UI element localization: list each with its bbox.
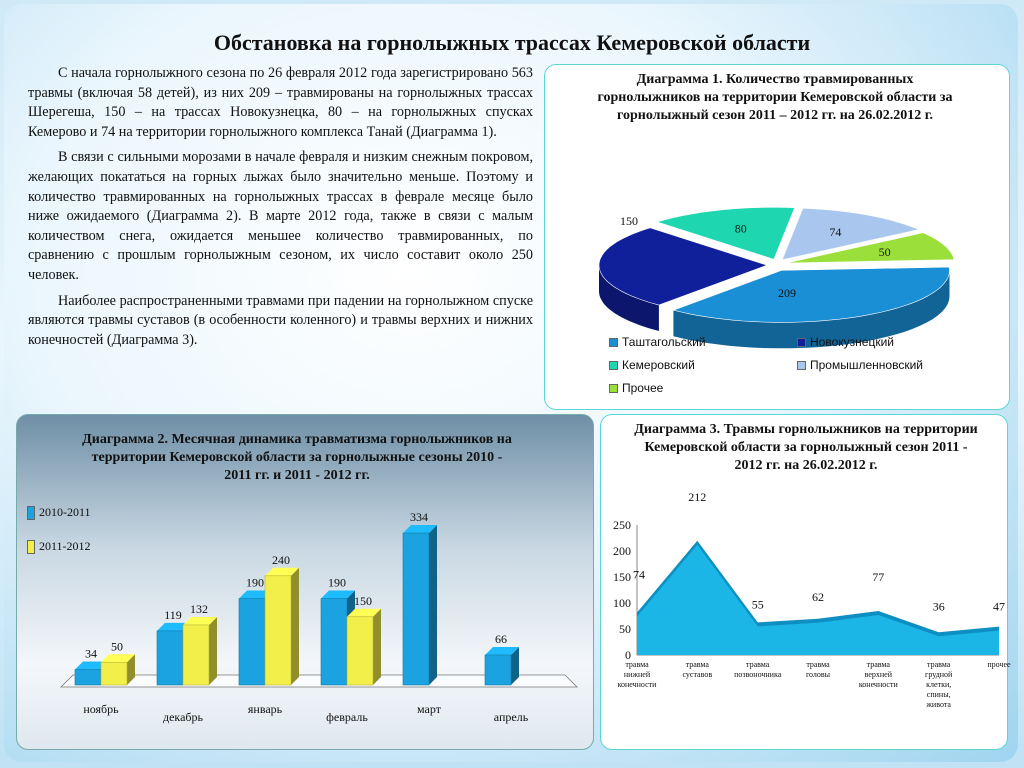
x-tick-label: ноябрь [83,702,119,716]
bar [157,631,183,685]
bar-side [291,568,299,685]
x-tick-label [734,660,782,679]
bar-data-label: 50 [111,639,123,654]
bar-data-label: 66 [495,632,507,646]
y-tick-label: 250 [613,518,631,532]
legend-item [609,358,695,372]
legend-swatch [609,361,618,370]
x-tick-label: январь [247,702,283,716]
x-tick-label-line: травма [806,660,830,669]
pie-data-label: 150 [620,214,638,228]
x-tick-label: март [417,702,441,716]
page-title: Обстановка на горнолыжных трассах Кемеровской области [213,30,811,55]
bar-data-label: 190 [246,575,264,590]
pie-data-label: 209 [778,286,796,300]
bar [485,655,511,685]
x-tick-label [806,660,831,679]
x-tick-label-line: конечности [858,680,898,689]
bar [75,670,101,685]
x-tick-label-line: травма [746,660,770,669]
area-data-label: 212 [688,489,707,504]
bar-side [373,609,381,685]
chart3-panel [600,414,1011,750]
legend-label: Таштагольский [622,335,706,349]
bar [183,625,209,685]
legend-swatch [609,384,618,393]
y-tick-label: 50 [619,622,631,636]
legend-swatch [797,338,806,347]
y-tick-label: 100 [613,596,631,610]
x-tick-label-line: суставов [682,670,713,679]
legend-label: Кемеровский [622,358,695,372]
area-data-label: 36 [932,599,945,614]
x-tick-label [682,660,712,679]
paragraph: С начала горнолыжного сезона по 26 февраля 2012 года зарегистрировано 563 травмы (включая 58 детей), из них 209 – травмированы на горнолыжных трассах Шерегеша, 150 – на трассах Новокузнецка, 80 – на горнолыжных спусках Кемерово и 74 на территории горнолыжного комплекса Танай (Диаграмма 1). [28,65,533,140]
chart2-panel [16,414,594,750]
legend-item [797,358,923,372]
x-tick-label: февраль [326,710,368,724]
area-data-label: 77 [872,570,885,584]
bar [265,576,291,685]
x-tick-label-line: травма [866,660,890,669]
bar-data-label: 240 [272,552,290,567]
intro-text [28,64,533,356]
x-tick-label-line: позвоночника [734,670,782,679]
x-tick-label: декабрь [163,710,203,724]
x-tick-label [987,660,1011,669]
x-tick-label: апрель [493,710,529,724]
bar [239,599,265,685]
x-tick-label [925,660,953,709]
x-tick-label-line: живота [926,700,951,709]
bar [403,533,429,685]
area-data-label: 55 [751,597,764,612]
legend-item [609,335,706,349]
chart1-title: Диаграмма 1. Количество травмированных горнолыжников на территории Кемеровской области за горнолыжный сезон 2011 – 2012 гг. на 26.02.2012 г. [597,72,953,123]
area-data-label: 62 [812,589,824,604]
bar [321,599,347,685]
bar-data-label: 334 [410,510,428,524]
area-data-label: 47 [993,599,1005,614]
legend-label: Промышленновский [810,358,923,372]
legend-label: Прочее [622,381,664,395]
x-tick-label-line: травма [927,660,951,669]
bar-data-label: 150 [354,593,372,608]
legend-swatch [797,361,806,370]
chart1-panel [544,64,1010,410]
y-tick-label: 200 [613,544,631,558]
x-tick-label-line: конечности [617,680,657,689]
bar-data-label: 132 [190,601,208,616]
x-tick-label-line: нижней [623,670,651,679]
x-tick-label-line: спины, [926,690,951,699]
x-tick-label [618,660,658,689]
x-tick-label-line: грудной [925,670,953,679]
bar-chart [17,415,593,749]
chart3-title: Диаграмма 3. Травмы горнолыжников на территории Кемеровской области за горнолыжный сезон 2011 - 2012 гг. на 26.02.2012 г. [634,422,978,473]
x-tick-label-line: прочее [987,660,1011,669]
x-tick-label-line: клетки, [926,680,952,689]
legend-label: 2011-2012 [39,539,91,553]
legend-label: Новокузнецкий [810,335,894,349]
pie-data-label: 80 [734,221,747,236]
pie-data-label: 74 [829,225,842,240]
y-tick-label: 0 [625,648,631,662]
bar [347,617,373,685]
bar-data-label: 190 [328,575,346,590]
legend-item [609,381,663,395]
x-tick-label-line: головы [805,670,831,679]
x-tick-label [859,660,899,689]
x-tick-label-line: травма [685,660,709,669]
bar-data-label: 119 [164,607,182,622]
legend-item [797,335,894,349]
area-chart [601,415,1011,749]
x-tick-label-line: верхней [864,670,893,679]
x-tick-label-line: травма [625,660,649,669]
paragraph: Наиболее распространенными травмами при падении на горнолыжном спуске являются травмы суставов (в особенности коленного) и травмы верхних и нижних конечностей (Диаграмма 3). [28,292,533,348]
legend-swatch [609,338,618,347]
bar-data-label: 34 [85,646,97,661]
bar-side [209,617,217,685]
chart2-title: Диаграмма 2. Месячная динамика травматизма горнолыжников на территории Кемеровской области за горнолыжные сезоны 2010 - 2011 гг. и 2011 - 2012 гг. [82,432,512,483]
area-data-label: 74 [633,567,645,582]
y-tick-label: 150 [613,570,631,584]
bar [101,662,127,685]
paragraph: В связи с сильными морозами в начале февраля и низким снежным покровом, желающих покататься на горных лыжах было значительно меньше. Поэтому и количество травмированных на горнолыжных трассах в феврале месяце было ниже ожидаемого (Диаграмма 2). В марте 2012 года, также в связи с малым количеством снега, ожидается меньшее количество травмированных, по сравнению с прошлым горнолыжным сезоном, их число составит около 250 человек. [28,149,533,283]
pie-data-label: 50 [878,245,891,260]
legend-label: 2010-2011 [39,505,91,519]
bar-side [429,525,437,685]
